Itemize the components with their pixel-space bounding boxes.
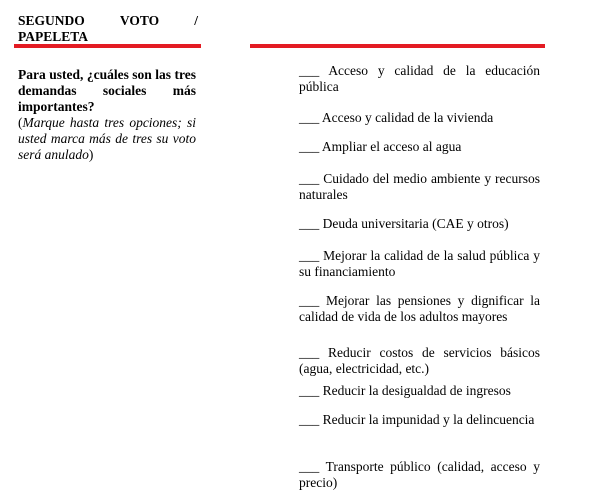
option-blank-line[interactable]: ___ — [299, 171, 320, 186]
option-item — [299, 345, 540, 377]
option-blank-line[interactable]: ___ — [299, 216, 320, 231]
option-item — [299, 171, 540, 203]
option-label: Acceso y calidad de la vivienda — [321, 110, 494, 125]
option-label: Cuidado del medio ambiente y recursos naturales — [299, 171, 541, 202]
question-instructions: Marque hasta tres opciones; si usted marca más de tres su voto será anulado — [18, 115, 196, 162]
option-item — [299, 459, 540, 491]
option-label: Reducir la impunidad y la delincuencia — [322, 412, 535, 427]
ballot-header — [18, 13, 198, 45]
option-blank-line[interactable]: ___ — [299, 293, 320, 308]
option-blank-line[interactable]: ___ — [299, 412, 320, 427]
option-label: Mejorar la calidad de la salud pública y su financiamiento — [299, 248, 540, 279]
question-block — [18, 67, 196, 163]
option-label: Acceso y calidad de la educación pública — [299, 63, 540, 94]
accent-bar-left — [14, 44, 201, 48]
note-open-paren: ( — [18, 115, 23, 130]
option-blank-line[interactable]: ___ — [299, 248, 320, 263]
option-item — [299, 293, 540, 325]
option-blank-line[interactable]: ___ — [299, 139, 320, 154]
title-word-voto: VOTO — [119, 13, 160, 28]
option-label: Transporte público (calidad, acceso y precio) — [299, 459, 540, 490]
option-blank-line[interactable]: ___ — [299, 383, 320, 398]
ballot-title — [18, 13, 198, 45]
option-item — [299, 139, 540, 155]
title-slash: / — [194, 13, 198, 28]
question-text: Para usted, ¿cuáles son las tres demandas sociales más importantes? — [18, 67, 196, 114]
option-blank-line[interactable]: ___ — [299, 110, 320, 125]
option-label: Mejorar las pensiones y dignificar la calidad de vida de los adultos mayores — [299, 293, 540, 324]
option-item — [299, 383, 540, 399]
title-word-segundo: SEGUNDO — [18, 13, 85, 28]
option-item — [299, 412, 540, 428]
accent-bar-right — [250, 44, 545, 48]
option-blank-line[interactable]: ___ — [299, 63, 320, 78]
option-blank-line[interactable]: ___ — [299, 345, 320, 360]
option-item — [299, 216, 540, 232]
option-label: Ampliar el acceso al agua — [321, 139, 462, 154]
title-papeleta: PAPELETA — [18, 29, 89, 44]
option-label: Reducir la desigualdad de ingresos — [322, 383, 511, 398]
option-item — [299, 110, 540, 126]
option-item — [299, 248, 540, 280]
option-label: Reducir costos de servicios básicos (agua, electricidad, etc.) — [299, 345, 540, 376]
option-label: Deuda universitaria (CAE y otros) — [322, 216, 509, 231]
option-blank-line[interactable]: ___ — [299, 459, 320, 474]
option-item — [299, 63, 540, 95]
note-close-paren: ) — [88, 147, 94, 162]
